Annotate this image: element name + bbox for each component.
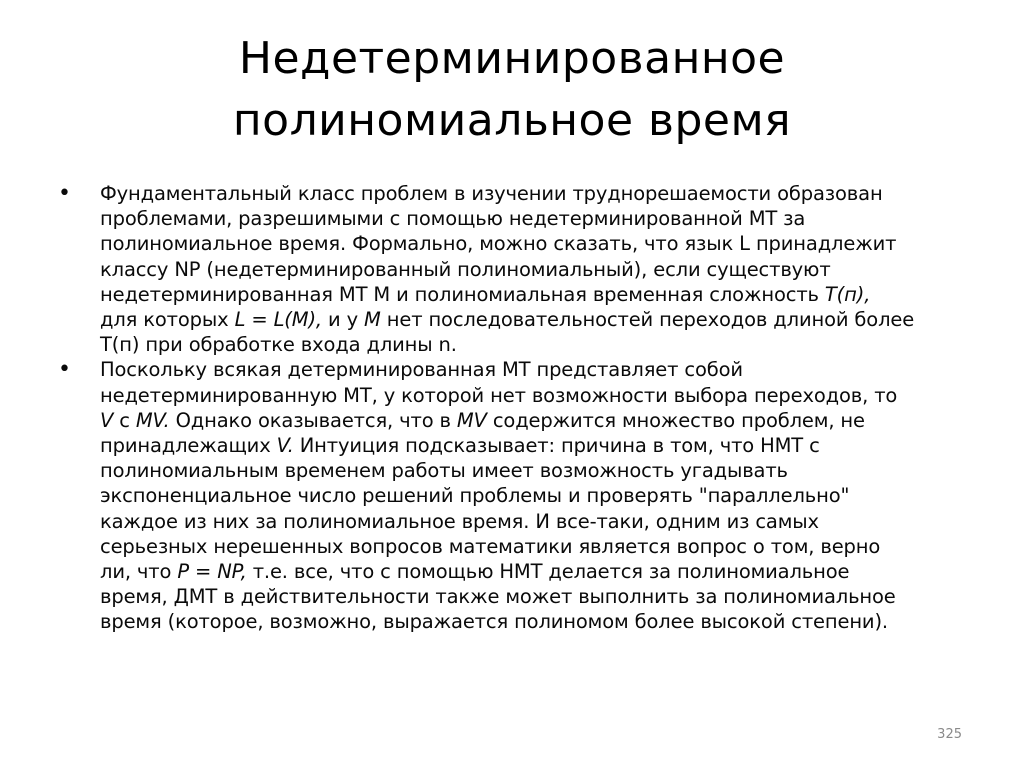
bullet-text-line: серьезных нерешенных вопросов математики является вопрос о том, верно xyxy=(100,534,881,558)
slide-title-line-2: полиномиальное время xyxy=(232,95,792,146)
bullet-text-line: время, ДМТ в действительности также может выполнить за полиномиальное xyxy=(100,585,896,609)
bullet-text-line: Фундаментальный класс проблем в изучении труднорешаемости образован xyxy=(100,182,883,205)
bullet-text-line: V с MV. Однако оказывается, что в MV содержится множество проблем, не xyxy=(100,408,865,432)
bullet-text-line: проблемами, разрешимыми с помощью недетерминированной МТ за xyxy=(100,207,806,231)
bullet-text-line: недетерминированная МТ М и полиномиальная временная сложность Т(п), xyxy=(100,282,871,306)
bullet-text-line: недетерминированную МТ, у которой нет возможности выбора переходов, то xyxy=(100,383,898,407)
slide-body xyxy=(58,181,978,635)
bullet-text-line: Поскольку всякая детерминированная МТ представляет собой xyxy=(100,358,743,382)
bullet-text-line: полиномиальным временем работы имеет возможность угадывать xyxy=(100,459,788,483)
bullet-icon: • xyxy=(58,357,71,383)
bullet-text-line: полиномиальное время. Формально, можно сказать, что язык L принадлежит xyxy=(100,232,897,256)
bullet-text-line: принадлежащих V. Интуиция подсказывает: причина в том, что НМТ с xyxy=(100,434,820,458)
bullet-icon: • xyxy=(58,181,71,206)
bullet-text-line: для которых L = L(M), и у М нет последовательностей переходов длиной более xyxy=(100,308,915,332)
bullet-text-line: каждое из них за полиномиальное время. И все-таки, одним из самых xyxy=(100,509,819,533)
slide-title xyxy=(0,28,1024,152)
bullet-item-2 xyxy=(58,357,978,634)
bullet-item-1 xyxy=(58,181,978,357)
bullet-text-line: ли, что Р = NP, т.е. все, что с помощью НМТ делается за полиномиальное xyxy=(100,560,850,584)
bullet-text-line: экспоненциальное число решений проблемы и проверять "параллельно" xyxy=(100,484,850,508)
slide-number: 325 xyxy=(937,727,962,742)
slide-title-line-1: Недетерминированное xyxy=(238,33,786,84)
bullet-text-line: время (которое, возможно, выражается полиномом более высокой степени). xyxy=(100,610,888,634)
bullet-text-line: Т(п) при обработке входа длины n. xyxy=(100,333,457,357)
bullet-text-line: классу NP (недетерминированный полиномиальный), если существуют xyxy=(100,257,831,281)
